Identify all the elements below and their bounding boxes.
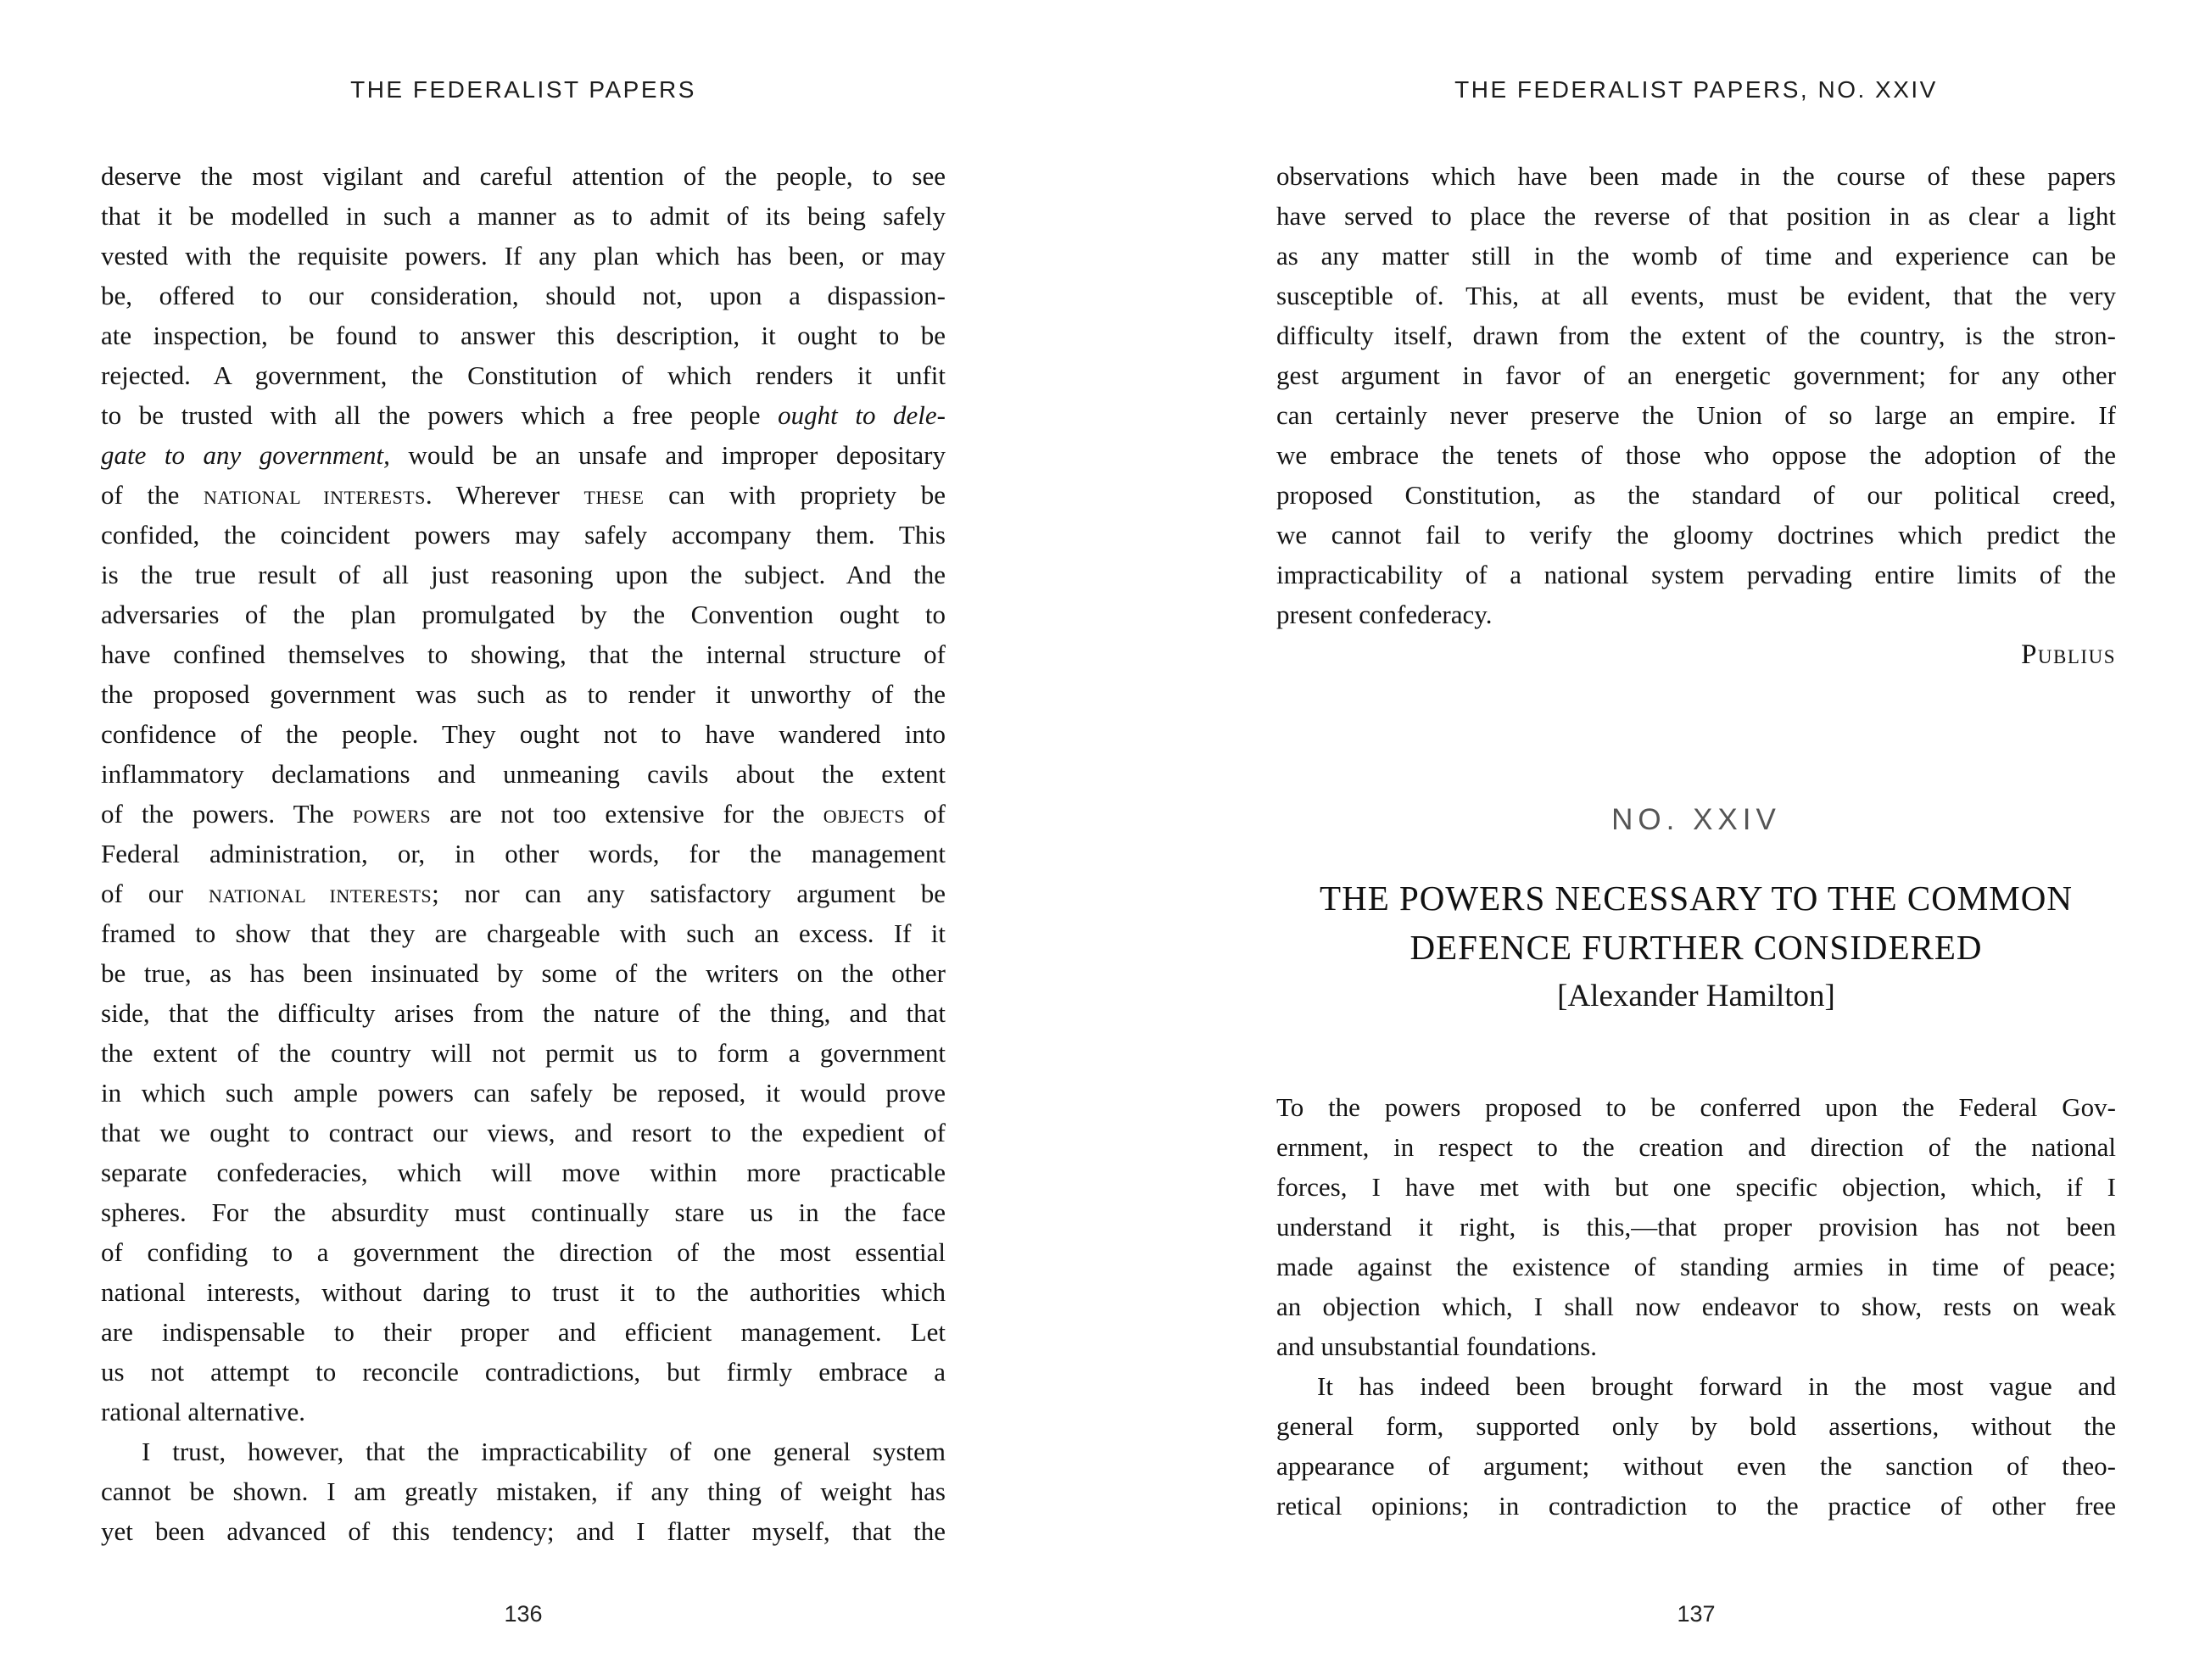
text-line: can certainly never preserve the Union of so large an empire. If [1276,400,2116,430]
text-line: gate to any government, would be an unsafe and improper depositary [101,440,946,470]
text-line: be true, as has been insinuated by some of the writers on the other [101,958,946,988]
text-line: made against the existence of standing armies in time of peace; [1276,1252,2116,1281]
text-line: observations which have been made in the course of these papers [1276,161,2116,191]
chapter-number-label: NO. XXIV [1611,803,1781,836]
text-line: gest argument in favor of an energetic government; for any other [1276,360,2116,390]
publius-signature: Publius [2021,639,2116,670]
text-line: we cannot fail to verify the gloomy doctrines which predict the [1276,520,2116,550]
text-line: the extent of the country will not permit us to form a government [101,1038,946,1068]
chapter-title-line-2: DEFENCE FURTHER CONSIDERED [1410,928,1983,967]
right-page[interactable] [1276,0,2116,1680]
text-line: proposed Constitution, as the standard of our political creed, [1276,480,2116,510]
text-line: to be trusted with all the powers which a free people ought to dele- [101,400,946,430]
text-line: separate confederacies, which will move within more practicable [101,1158,946,1187]
left-page-body-text [101,156,946,1551]
text-line: of our NATIONAL INTERESTS; nor can any satisfactory argument be [101,879,946,908]
text-line: we embrace the tenets of those who oppose the adoption of the [1276,440,2116,470]
text-line: understand it right, is this,—that proper provision has not been [1276,1212,2116,1242]
text-line: have confined themselves to showing, that the internal structure of [101,639,946,669]
chapter-author: [Alexander Hamilton] [1557,979,1835,1013]
right-page-number: 137 [1677,1601,1716,1627]
text-line: confidence of the people. They ought not to have wandered into [101,719,946,749]
text-line: spheres. For the absurdity must continually stare us in the face [101,1197,946,1227]
text-line: of the powers. The POWERS are not too extensive for the OBJECTS of [101,799,946,829]
text-line: appearance of argument; without even the sanction of theo- [1276,1451,2116,1481]
text-line: is the true result of all just reasoning upon the subject. And the [101,560,946,589]
text-line: ate inspection, be found to answer this description, it ought to be [101,321,946,350]
text-line: Federal administration, or, in other words, for the management [101,839,946,868]
text-line: an objection which, I shall now endeavor to show, rests on weak [1276,1292,2116,1321]
text-line: be, offered to our consideration, should not, upon a dispassion- [101,281,946,310]
right-page-body-text [1276,1087,2116,1526]
text-line: It has indeed been brought forward in the most vague and [1317,1371,2116,1401]
text-line: difficulty itself, drawn from the extent of the country, is the stron- [1276,321,2116,350]
text-line: confided, the coincident powers may safely accompany them. This [101,520,946,550]
text-line: deserve the most vigilant and careful attention of the people, to see [101,161,946,191]
text-line: general form, supported only by bold assertions, without the [1276,1411,2116,1441]
text-line: of the NATIONAL INTERESTS. Wherever THESE can with propriety be [101,480,946,510]
text-line: yet been advanced of this tendency; and I flatter myself, that the [101,1516,946,1546]
text-line: vested with the requisite powers. If any plan which has been, or may [101,241,946,271]
text-line: as any matter still in the womb of time and experience can be [1276,241,2116,271]
left-page[interactable] [101,0,946,1680]
text-line: side, that the difficulty arises from the nature of the thing, and that [101,998,946,1028]
chapter-title [1276,873,2116,972]
right-page-continuation-text [1276,156,2116,674]
text-line: that it be modelled in such a manner as to admit of its being safely [101,201,946,231]
text-line: To the powers proposed to be conferred upon the Federal Gov- [1276,1092,2116,1122]
text-line: framed to show that they are chargeable with such an excess. If it [101,918,946,948]
text-line: susceptible of. This, at all events, must be evident, that the very [1276,281,2116,310]
chapter-title-line-1: THE POWERS NECESSARY TO THE COMMON [1320,879,2073,918]
text-line: are indispensable to their proper and efficient management. Let [101,1317,946,1347]
left-running-head: THE FEDERALIST PAPERS [350,76,696,103]
text-line: cannot be shown. I am greatly mistaken, if any thing of weight has [101,1476,946,1506]
text-line: I trust, however, that the impracticability of one general system [142,1437,946,1466]
text-line: present confederacy. [1276,600,1493,629]
right-running-head: THE FEDERALIST PAPERS, NO. XXIV [1454,76,1938,103]
text-line: inflammatory declamations and unmeaning cavils about the extent [101,759,946,789]
text-line: of confiding to a government the direction of the most essential [101,1237,946,1267]
text-line: have served to place the reverse of that position in as clear a light [1276,201,2116,231]
text-line: rejected. A government, the Constitution of which renders it unfit [101,360,946,390]
text-line: impracticability of a national system pervading entire limits of the [1276,560,2116,589]
text-line: forces, I have met with but one specific objection, which, if I [1276,1172,2116,1202]
text-line: in which such ample powers can safely be reposed, it would prove [101,1078,946,1108]
chapter-heading [1276,801,2116,1016]
text-line: retical opinions; in contradiction to the practice of other free [1276,1491,2116,1521]
text-line: the proposed government was such as to render it unworthy of the [101,679,946,709]
text-line: that we ought to contract our views, and resort to the expedient of [101,1118,946,1147]
text-line: us not attempt to reconcile contradictions, but firmly embrace a [101,1357,946,1387]
text-line: adversaries of the plan promulgated by the Convention ought to [101,600,946,629]
text-line: and unsubstantial foundations. [1276,1331,1597,1361]
left-page-number: 136 [504,1601,543,1627]
text-line: national interests, without daring to trust it to the authorities which [101,1277,946,1307]
text-line: rational alternative. [101,1397,305,1426]
signature-line [1276,634,2116,674]
text-line: ernment, in respect to the creation and direction of the national [1276,1132,2116,1162]
